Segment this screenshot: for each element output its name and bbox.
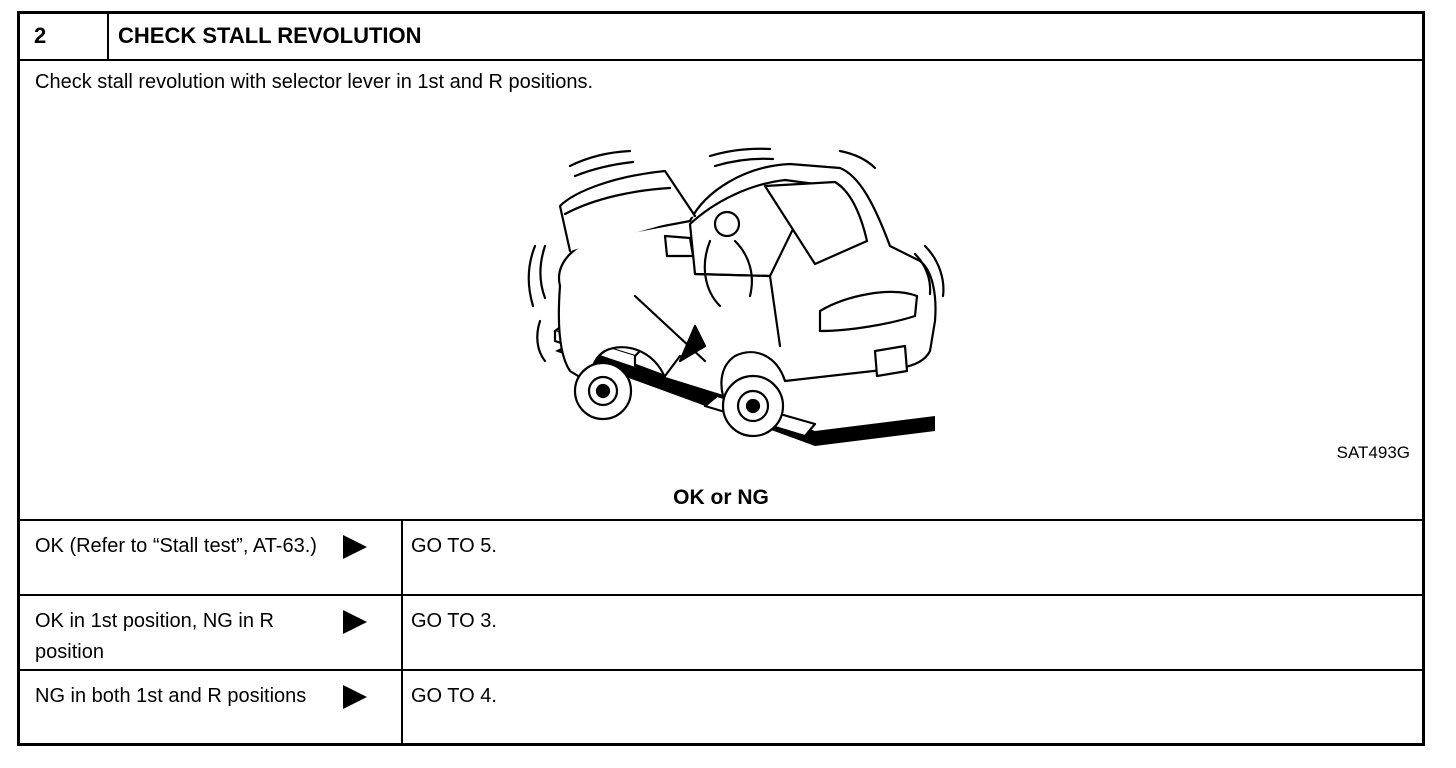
- instruction-text: Check stall revolution with selector lever in 1st and R positions.: [35, 71, 594, 93]
- column-divider: [401, 521, 403, 594]
- outcome-action: GO TO 5.: [411, 535, 497, 557]
- column-divider: [401, 596, 403, 669]
- step-title: CHECK STALL REVOLUTION: [118, 23, 422, 48]
- outcome-condition: OK (Refer to “Stall test”, AT-63.): [35, 535, 317, 557]
- arrow-right-icon: [343, 685, 367, 709]
- outcome-condition: NG in both 1st and R positions: [35, 685, 307, 707]
- step-number: 2: [20, 14, 109, 59]
- column-divider: [401, 671, 403, 746]
- figure-code: SAT493G: [1336, 443, 1410, 462]
- outcome-action: GO TO 4.: [411, 685, 497, 707]
- outcome-row: [20, 671, 1422, 746]
- car-stall-test-illustration: [515, 146, 955, 456]
- outcome-action: GO TO 3.: [411, 610, 497, 632]
- outcome-row: [20, 521, 1422, 596]
- step-header: [20, 14, 1422, 61]
- step-body: [20, 61, 1422, 521]
- outcome-row: [20, 596, 1422, 671]
- result-question: OK or NG: [673, 486, 769, 509]
- arrow-right-icon: [343, 610, 367, 634]
- outcome-condition: OK in 1st position, NG in R position: [35, 610, 274, 663]
- diagnostic-step-table: [17, 11, 1425, 746]
- arrow-right-icon: [343, 535, 367, 559]
